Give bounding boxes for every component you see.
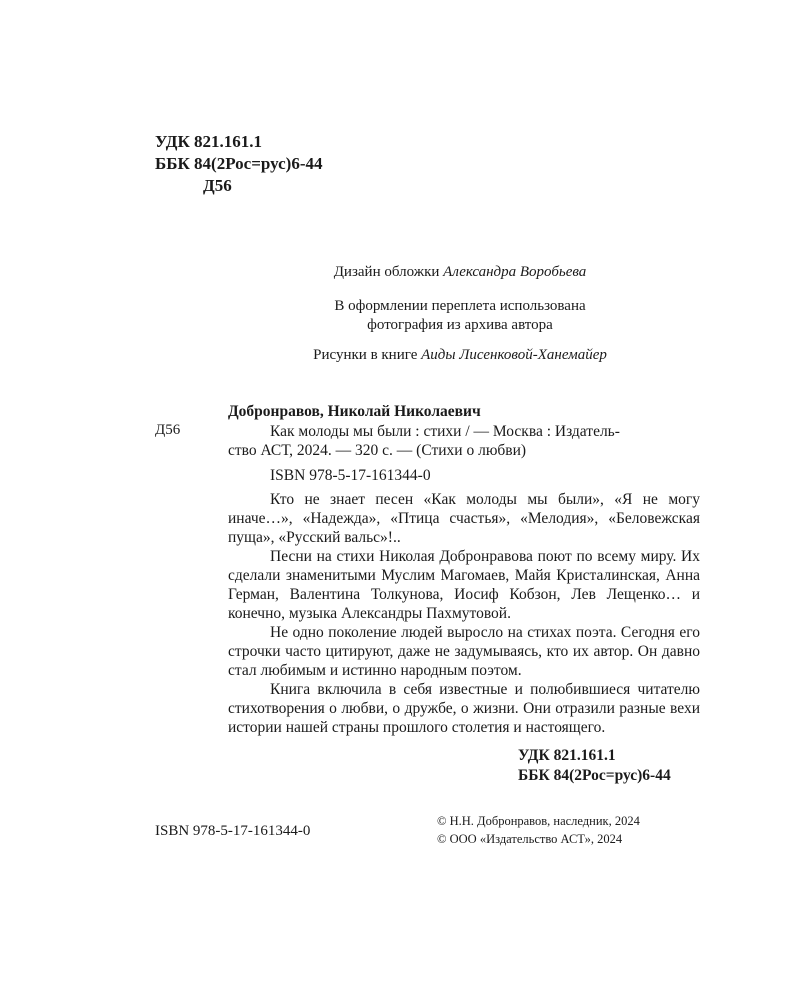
bottom-bbk-code: ББК 84(2Рос=рус)6-44 (518, 767, 671, 784)
author-code: Д56 (203, 176, 232, 195)
title-line-1: Как молоды мы были : стихи / — Москва : Издатель- (270, 423, 620, 440)
copyright-author: © Н.Н. Добронравов, наследник, 2024 (437, 814, 640, 828)
title-description (228, 422, 700, 460)
binding-line-2: фотография из архива автора (367, 317, 553, 333)
footer-isbn: ISBN 978-5-17-161344-0 (155, 823, 311, 839)
annotation (228, 490, 700, 737)
record-isbn: ISBN 978-5-17-161344-0 (270, 467, 431, 484)
binding-line-1: В оформлении переплета использована (334, 298, 586, 314)
copyright-block (437, 812, 640, 848)
cover-design-credit (230, 263, 690, 282)
annotation-paragraph-4: Книга включила в себя известные и полюбившиеся читателю стихотворения о любви, о дружбе, о жизни. Они отразили разные вехи истории нашей страны прошлого столетия и настоящего. (228, 681, 700, 736)
title-line-2: ство АСТ, 2024. — 320 с. — (Стихи о любви) (228, 442, 527, 459)
annotation-paragraph-2: Песни на стихи Николая Добронравова поют по всему миру. Их сделали знаменитыми Муслим Магомаев, Майя Кристалинская, Анна Герман, Валентина Толкунова, Иосиф Кобзон, Лев Лещенко… и конечно, музыка Александры Пахмутовой. (228, 548, 700, 622)
bottom-udk-code: УДК 821.161.1 (518, 747, 616, 764)
drawings-credit (230, 346, 690, 365)
annotation-paragraph-1: Кто не знает песен «Как молоды мы были», «Я не могу иначе…», «Надежда», «Птица счастья», «Мелодия», «Беловежская пуща», «Русский вальс»!.. (228, 491, 700, 546)
drawings-author-name: Аиды Лисенковой-Ханемайер (421, 347, 607, 363)
udk-code: УДК 821.161.1 (155, 132, 263, 151)
author-heading: Добронравов, Николай Николаевич (228, 403, 481, 420)
cover-design-prefix: Дизайн обложки (333, 264, 440, 280)
top-classification-codes (155, 131, 323, 197)
binding-photo-credit (230, 297, 690, 335)
drawings-prefix: Рисунки в книге (313, 347, 418, 363)
copyright-publisher: © ООО «Издательство АСТ», 2024 (437, 832, 623, 846)
cover-designer-name: Александра Воробьева (443, 264, 587, 280)
bbk-code: ББК 84(2Рос=рус)6-44 (155, 154, 323, 173)
bottom-classification-codes (518, 746, 671, 786)
record-code-label: Д56 (155, 422, 181, 438)
annotation-paragraph-3: Не одно поколение людей выросло на стихах поэта. Сегодня его строчки часто цитируют, даже не задумываясь, кто их автор. Он давно стал любимым и истинно народным поэтом. (228, 624, 700, 679)
